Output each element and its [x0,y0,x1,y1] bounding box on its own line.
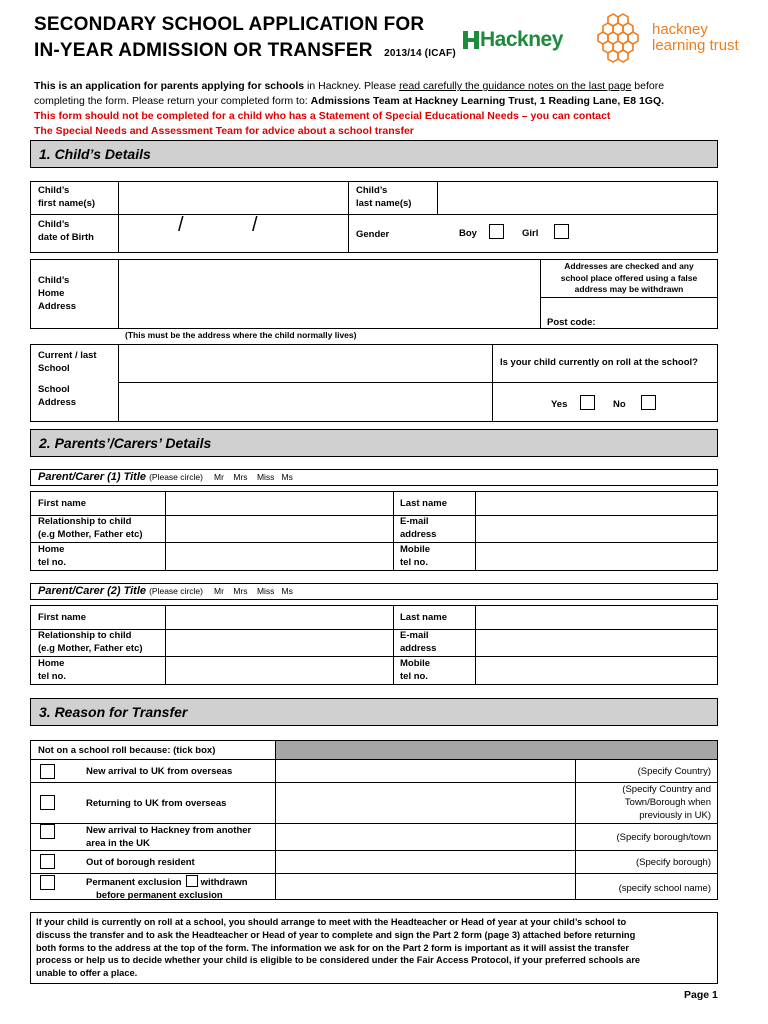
reason-withdrawn-checkbox[interactable] [186,875,198,887]
parent2-relationship-label: Relationship to child (e.g Mother, Father etc) [38,630,143,654]
parent2-last-name-input[interactable] [477,607,716,628]
hlt-logo-text-2: learning trust [652,37,739,54]
parent1-email-input[interactable] [477,517,716,541]
parent1-last-name-label: Last name [400,498,447,509]
parent2-email-input[interactable] [477,631,716,655]
parent2-first-name-input[interactable] [167,607,391,628]
school-address-input[interactable] [120,384,490,420]
no-label: No [613,399,626,410]
on-roll-yes-checkbox[interactable] [580,395,595,410]
reason-exclusion-input[interactable] [277,875,573,899]
parent2-relationship-input[interactable] [167,631,391,655]
reason-new-hackney-input[interactable] [277,825,573,849]
warning-line-1: This form should not be completed for a child who has a Statement of Special Educational Needs – you can contact [34,110,611,122]
hackney-logo [461,26,565,56]
on-roll-no-checkbox[interactable] [641,395,656,410]
intro-line-2: completing the form. Please return your completed form to: Admissions Team at Hackney Learning Trust, 1 Reading Lane, E8 1GQ. [34,95,665,107]
section-1-header: 1. Child’s Details [30,140,718,168]
on-roll-question: Is your child currently on roll at the school? [500,357,698,368]
boy-checkbox[interactable] [489,224,504,239]
reason-table-header: Not on a school roll because: (tick box) [38,745,216,756]
reason-out-of-borough-checkbox[interactable] [40,854,55,869]
parent1-home-tel-input[interactable] [167,544,391,569]
parent1-title-options: Mr Mrs Miss Ms [214,472,293,482]
reason-new-hackney-checkbox[interactable] [40,824,55,839]
parent2-email-label: E-mail address [400,630,437,654]
parent1-email-label: E-mail address [400,516,437,540]
parent1-mobile-input[interactable] [477,544,716,569]
parent2-title-options: Mr Mrs Miss Ms [214,586,293,596]
address-footnote: (This must be the address where the child normally lives) [125,330,357,340]
gender-label: Gender [356,229,390,240]
post-code-label: Post code: [547,317,596,328]
child-last-name-label: Child’s last name(s) [356,185,412,209]
current-school-input[interactable] [120,346,490,381]
reason-out-of-borough-specify: (Specify borough) [636,857,711,868]
current-school-label: Current / last School [38,350,97,374]
reason-out-of-borough-label: Out of borough resident [86,857,195,868]
parent1-title-label: Parent/Carer (1) Title (Please circle) Mr Mrs Miss Ms [38,471,293,483]
parent2-mobile-label: Mobile tel no. [400,658,431,682]
hlt-logo-text-1: hackney [652,21,708,38]
reason-new-arrival-uk-input[interactable] [277,761,573,781]
parent2-title-label: Parent/Carer (2) Title (Please circle) Mr Mrs Miss Ms [38,585,293,597]
parent2-mobile-input[interactable] [477,658,716,683]
form-title-line1: SECONDARY SCHOOL APPLICATION FOR [34,14,425,35]
reason-exclusion-specify: (specify school name) [618,883,711,894]
hackney-h-icon [461,29,481,51]
child-dob-input[interactable]: / / [178,214,258,236]
section-2-header: 2. Parents’/Carers’ Details [30,429,718,457]
post-code-input[interactable] [600,300,716,327]
girl-checkbox[interactable] [554,224,569,239]
parent2-home-tel-label: Home tel no. [38,658,66,682]
transfer-note-text: If your child is currently on roll at a school, you should arrange to meet with the Headteacher or Head of year at your child’s school to discuss the transfer and to ask the Headteacher or Head of year to complete and sign the Part 2 form (page 3) attached before returning both forms to the address at the top of the form. The information we ask for on the Part 2 form is important as it will assist the transfer process or help us to decide whether your child is eligible to be considered under the Fair Access Protocol, if your preferred schools are unable to offer a place. [36,917,641,979]
parent2-last-name-label: Last name [400,612,447,623]
honeycomb-icon [596,12,646,70]
reason-new-hackney-label: New arrival to Hackney from another area in the UK [86,825,252,849]
child-first-name-input[interactable] [120,183,346,213]
reason-new-arrival-uk-label: New arrival to UK from overseas [86,766,233,777]
parent1-mobile-label: Mobile tel no. [400,544,431,568]
reason-new-arrival-uk-checkbox[interactable] [40,764,55,779]
hackney-logo-text: Hackney [480,28,563,51]
parent1-first-name-label: First name [38,498,87,509]
parent1-last-name-input[interactable] [477,493,716,514]
section-3-header: 3. Reason for Transfer [30,698,718,726]
child-last-name-input[interactable] [439,183,716,213]
hackney-learning-trust-logo [596,12,739,72]
child-address-input[interactable] [120,261,538,327]
form-title-line2: IN-YEAR ADMISSION OR TRANSFER 2013/14 (ICAF) [34,40,456,61]
page-number: Page 1 [684,989,718,1001]
yes-label: Yes [551,399,568,410]
parent1-relationship-input[interactable] [167,517,391,541]
boy-label: Boy [459,228,477,239]
reason-exclusion-checkbox[interactable] [40,875,55,890]
parent1-first-name-input[interactable] [167,493,391,514]
reason-new-hackney-specify: (Specify borough/town [616,832,711,843]
reason-returning-uk-input[interactable] [277,784,573,822]
reason-new-arrival-uk-specify: (Specify Country) [637,766,711,777]
reason-table-header-shade [275,741,717,759]
reason-returning-uk-label: Returning to UK from overseas [86,798,227,809]
reason-exclusion-label: Permanent exclusion withdrawn before permanent exclusion [86,877,248,901]
address-check-note: Addresses are checked and any school place offered using a false address may be withdrawn [560,261,698,294]
warning-line-2: The Special Needs and Assessment Team for advice about a school transfer [34,125,414,137]
parent1-home-tel-label: Home tel no. [38,544,66,568]
girl-label: Girl [522,228,539,239]
parent1-relationship-label: Relationship to child (e.g Mother, Father etc) [38,516,143,540]
reason-returning-uk-checkbox[interactable] [40,795,55,810]
school-address-label: School Address [38,384,77,408]
reason-out-of-borough-input[interactable] [277,852,573,872]
year-code: 2013/14 (ICAF) [384,48,456,59]
intro-line-1: This is an application for parents applying for schools in Hackney. Please read carefully the guidance notes on the last page before [34,80,665,92]
child-address-label: Child’s Home Address [38,275,77,312]
child-dob-label: Child’s date of Birth [38,219,94,243]
parent2-first-name-label: First name [38,612,87,623]
reason-returning-uk-specify: (Specify Country and Town/Borough when previously in UK) [622,784,711,821]
parent2-home-tel-input[interactable] [167,658,391,683]
child-first-name-label: Child’s first name(s) [38,185,96,209]
